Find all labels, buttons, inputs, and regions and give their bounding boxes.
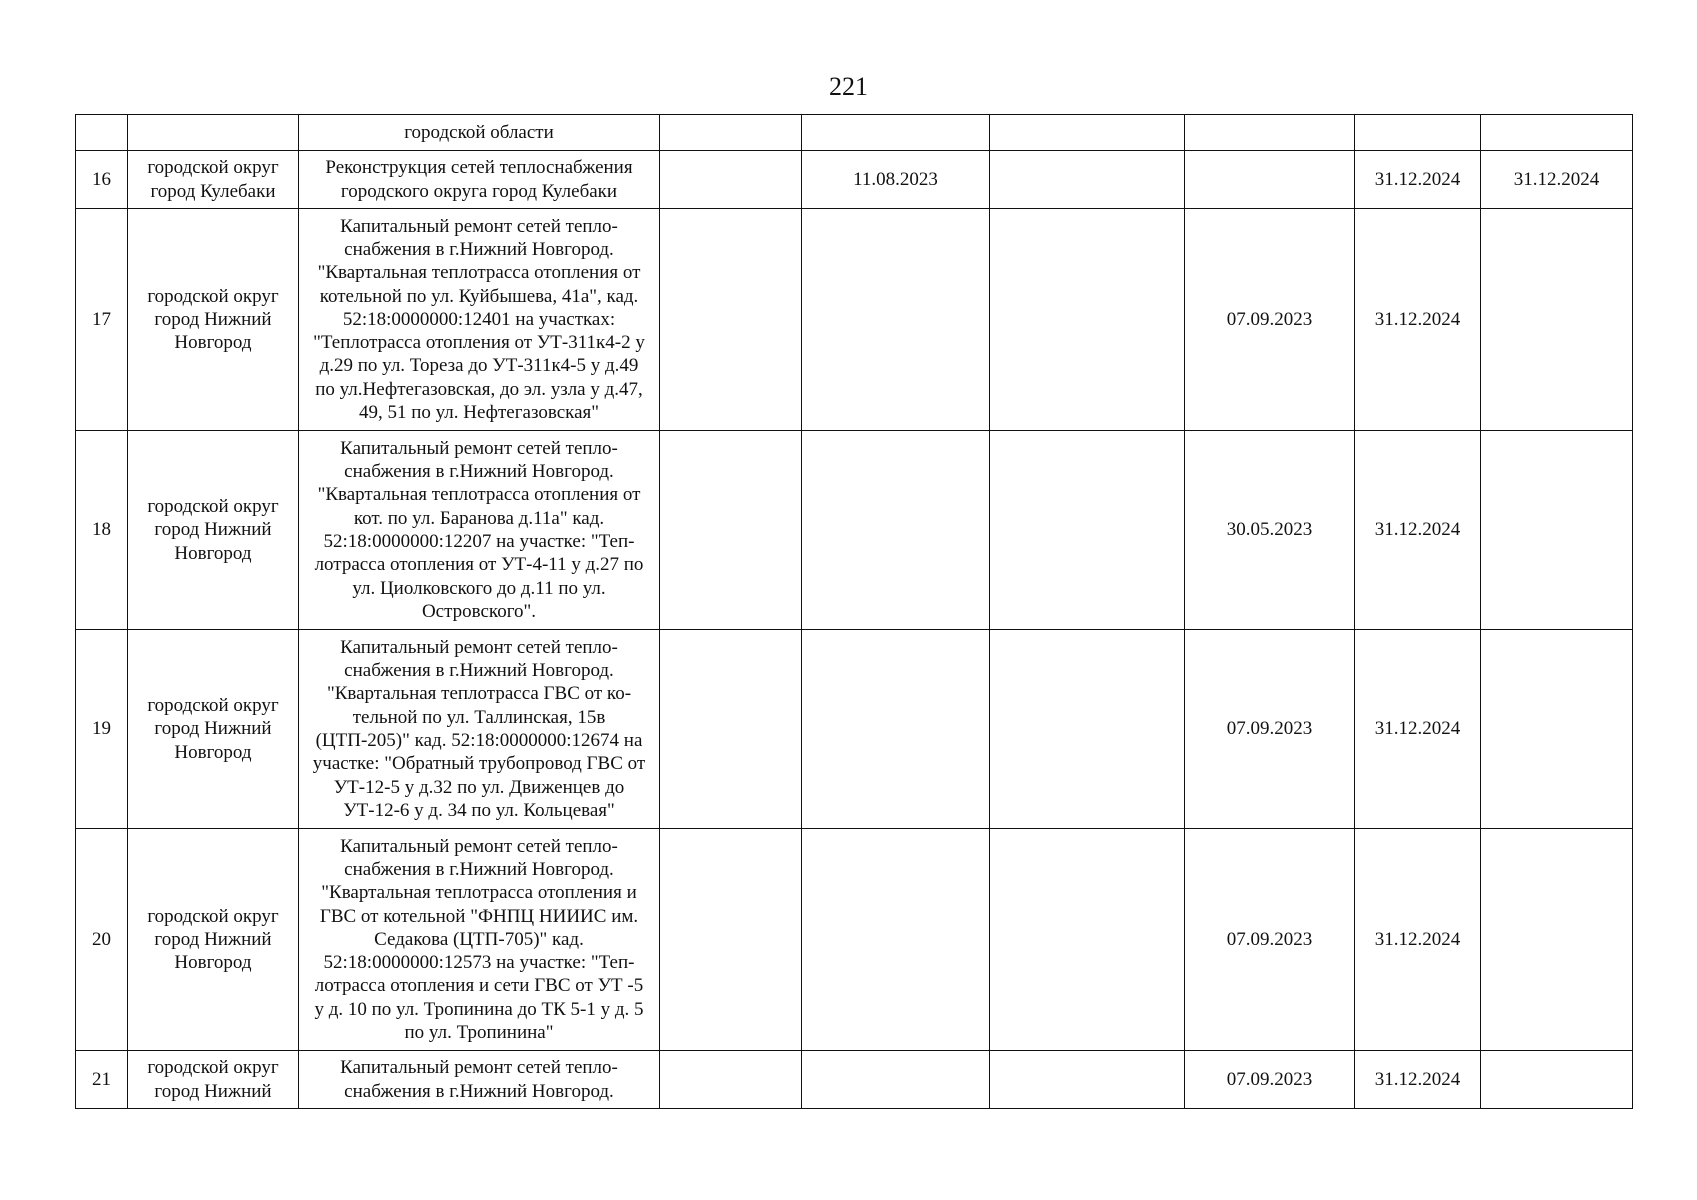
- cell-col9: [1481, 630, 1633, 829]
- municipality-cell: городской округ город Нижний Новгород: [128, 829, 299, 1051]
- cell-col6: [990, 151, 1185, 209]
- cell-col8: 31.12.2024: [1355, 431, 1481, 630]
- cell-col9: [1481, 1051, 1633, 1109]
- table-row: [76, 209, 1633, 431]
- description-cell: Капитальный ремонт сетей тепло-снабжения в г.Нижний Новгород. "Квартальная теплотрасса отопления от кот. по ул. Баранова д.11а" кад. 52:18:0000000:12207 на участке: "Теп-лотрасса отопления от УТ-4-11 у д.27 по ул. Циолковского до д.11 по ул. Островского".: [299, 431, 660, 630]
- page-number: 221: [829, 72, 868, 101]
- table-row: [76, 151, 1633, 209]
- description-cell: Капитальный ремонт сетей тепло-снабжения в г.Нижний Новгород.: [299, 1051, 660, 1109]
- cell-col4: [660, 115, 802, 151]
- cell-col5: [802, 1051, 990, 1109]
- cell-col7: 07.09.2023: [1185, 630, 1355, 829]
- row-number: 17: [76, 209, 128, 431]
- cell-col4: [660, 630, 802, 829]
- municipality-cell: городской округ город Нижний Новгород: [128, 431, 299, 630]
- cell-col4: [660, 1051, 802, 1109]
- cell-col8: [1355, 115, 1481, 151]
- row-number: [76, 115, 128, 151]
- cell-col9: [1481, 829, 1633, 1051]
- cell-col8: 31.12.2024: [1355, 1051, 1481, 1109]
- cell-col8: 31.12.2024: [1355, 630, 1481, 829]
- municipality-cell: городской округ город Кулебаки: [128, 151, 299, 209]
- cell-col4: [660, 151, 802, 209]
- projects-table: [75, 114, 1633, 1109]
- row-number: 19: [76, 630, 128, 829]
- cell-col5: 11.08.2023: [802, 151, 990, 209]
- table-row: [76, 1051, 1633, 1109]
- table-row: [76, 115, 1633, 151]
- municipality-cell: городской округ город Нижний Новгород: [128, 209, 299, 431]
- cell-col4: [660, 431, 802, 630]
- cell-col9: [1481, 431, 1633, 630]
- cell-col7: 30.05.2023: [1185, 431, 1355, 630]
- municipality-cell: городской округ город Нижний: [128, 1051, 299, 1109]
- row-number: 16: [76, 151, 128, 209]
- cell-col7: 07.09.2023: [1185, 209, 1355, 431]
- table-row: [76, 829, 1633, 1051]
- cell-col9: [1481, 209, 1633, 431]
- cell-col5: [802, 431, 990, 630]
- cell-col6: [990, 829, 1185, 1051]
- municipality-cell: [128, 115, 299, 151]
- cell-col8: 31.12.2024: [1355, 151, 1481, 209]
- cell-col5: [802, 115, 990, 151]
- description-cell: Капитальный ремонт сетей тепло-снабжения в г.Нижний Новгород. "Квартальная теплотрасса отопления от котельной по ул. Куйбышева, 41а", кад. 52:18:0000000:12401 на участках: "Теплотрасса отопления от УТ-311к4-2 у д.29 по ул. Тореза до УТ-311к4-5 у д.49 по ул.Нефтегазовская, до эл. узла у д.47, 49, 51 по ул. Нефтегазовская": [299, 209, 660, 431]
- cell-col8: 31.12.2024: [1355, 209, 1481, 431]
- cell-col5: [802, 209, 990, 431]
- row-number: 21: [76, 1051, 128, 1109]
- cell-col7: [1185, 115, 1355, 151]
- row-number: 20: [76, 829, 128, 1051]
- cell-col4: [660, 829, 802, 1051]
- table-row: [76, 630, 1633, 829]
- cell-col7: [1185, 151, 1355, 209]
- cell-col6: [990, 1051, 1185, 1109]
- cell-col9: [1481, 115, 1633, 151]
- cell-col6: [990, 630, 1185, 829]
- table-row: [76, 431, 1633, 630]
- cell-col5: [802, 630, 990, 829]
- cell-col4: [660, 209, 802, 431]
- cell-col5: [802, 829, 990, 1051]
- cell-col8: 31.12.2024: [1355, 829, 1481, 1051]
- description-cell: городской области: [299, 115, 660, 151]
- cell-col6: [990, 209, 1185, 431]
- row-number: 18: [76, 431, 128, 630]
- cell-col9: 31.12.2024: [1481, 151, 1633, 209]
- cell-col6: [990, 431, 1185, 630]
- cell-col7: 07.09.2023: [1185, 1051, 1355, 1109]
- cell-col7: 07.09.2023: [1185, 829, 1355, 1051]
- description-cell: Капитальный ремонт сетей тепло-снабжения в г.Нижний Новгород. "Квартальная теплотрасса ГВС от ко-тельной по ул. Таллинская, 15в (ЦТП-205)" кад. 52:18:0000000:12674 на участке: "Обратный трубопровод ГВС от УТ-12-5 у д.32 по ул. Движенцев до УТ-12-6 у д. 34 по ул. Кольцевая": [299, 630, 660, 829]
- municipality-cell: городской округ город Нижний Новгород: [128, 630, 299, 829]
- description-cell: Капитальный ремонт сетей тепло-снабжения в г.Нижний Новгород. "Квартальная теплотрасса отопления и ГВС от котельной "ФНПЦ НИИИС им. Седакова (ЦТП-705)" кад. 52:18:0000000:12573 на участке: "Теп-лотрасса отопления и сети ГВС от УТ -5 у д. 10 по ул. Тропинина до ТК 5-1 у д. 5 по ул. Тропинина": [299, 829, 660, 1051]
- cell-col6: [990, 115, 1185, 151]
- description-cell: Реконструкция сетей теплоснабжения городского округа город Кулебаки: [299, 151, 660, 209]
